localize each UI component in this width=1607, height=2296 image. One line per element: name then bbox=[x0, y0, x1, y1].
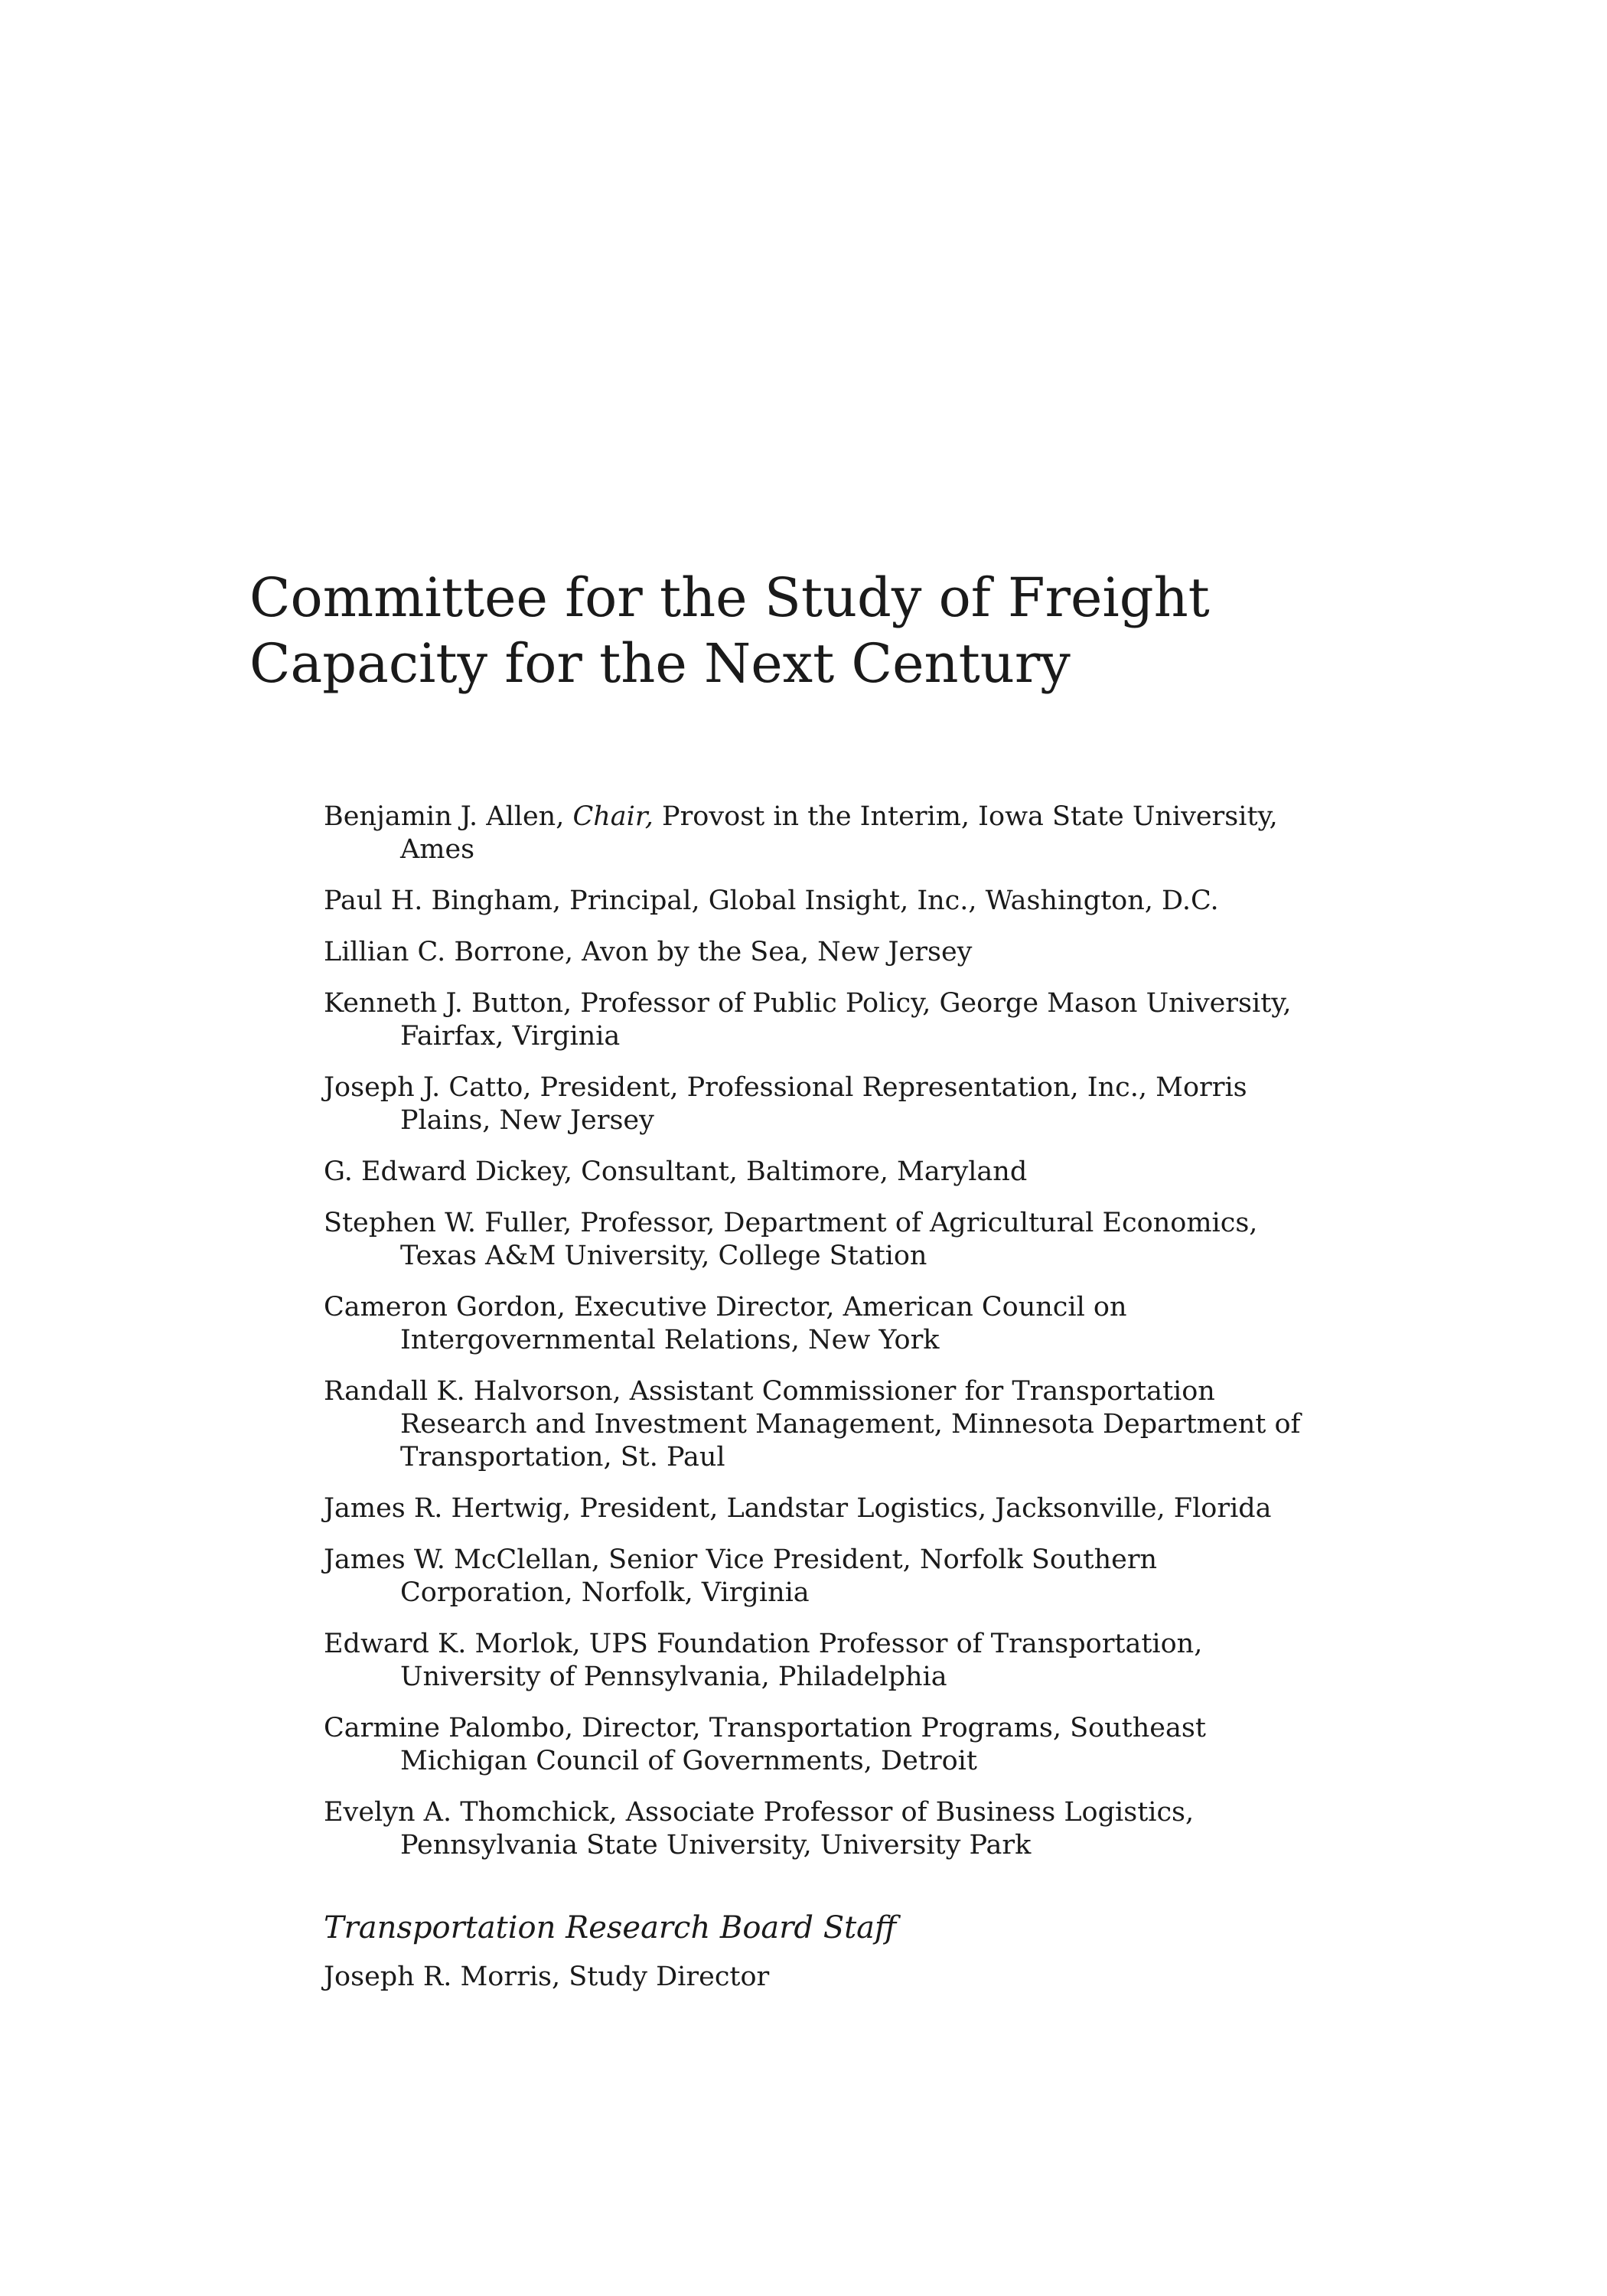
title-line-1: Committee for the Study of Freight bbox=[249, 566, 1210, 629]
title-line-2: Capacity for the Next Century bbox=[249, 632, 1071, 695]
staff-heading: Transportation Research Board Staff bbox=[324, 1910, 897, 1945]
committee-member: Randall K. Halvorson, Assistant Commissioner for Transportation Research and Investment Management, Minnesota Department of Transportation, St. Paul bbox=[324, 1376, 1301, 1473]
committee-member bbox=[324, 801, 1319, 866]
staff-member: Joseph R. Morris, Study Director bbox=[324, 1962, 770, 1992]
member-role: Chair, bbox=[572, 801, 654, 832]
member-affiliation: Provost in the Interim, Iowa State University, Ames bbox=[400, 801, 1278, 865]
staff-list bbox=[324, 1961, 769, 1994]
committee-member: Kenneth J. Button, Professor of Public Policy, George Mason University, Fairfax, Virginia bbox=[324, 988, 1292, 1052]
committee-member: Evelyn A. Thomchick, Associate Professor of Business Logistics, Pennsylvania State University, University Park bbox=[324, 1797, 1195, 1861]
page-title bbox=[249, 565, 1397, 696]
committee-member: James R. Hertwig, President, Landstar Logistics, Jacksonville, Florida bbox=[324, 1493, 1272, 1524]
committee-member: Cameron Gordon, Executive Director, American Council on Intergovernmental Relations, New York bbox=[324, 1292, 1127, 1355]
member-name: Benjamin J. Allen, bbox=[324, 801, 573, 832]
committee-member: James W. McClellan, Senior Vice President, Norfolk Southern Corporation, Norfolk, Virginia bbox=[324, 1544, 1158, 1608]
committee-member: G. Edward Dickey, Consultant, Baltimore, Maryland bbox=[324, 1156, 1028, 1187]
committee-member-list bbox=[324, 801, 1319, 1880]
committee-member: Stephen W. Fuller, Professor, Department of Agricultural Economics, Texas A&M University, College Station bbox=[324, 1208, 1258, 1271]
committee-member: Lillian C. Borrone, Avon by the Sea, New Jersey bbox=[324, 937, 973, 967]
committee-member: Paul H. Bingham, Principal, Global Insight, Inc., Washington, D.C. bbox=[324, 885, 1219, 916]
committee-member: Carmine Palombo, Director, Transportation Programs, Southeast Michigan Council of Governments, Detroit bbox=[324, 1713, 1206, 1776]
committee-member: Edward K. Morlok, UPS Foundation Professor of Transportation, University of Pennsylvania, Philadelphia bbox=[324, 1629, 1203, 1692]
committee-member: Joseph J. Catto, President, Professional Representation, Inc., Morris Plains, New Jersey bbox=[324, 1072, 1247, 1136]
